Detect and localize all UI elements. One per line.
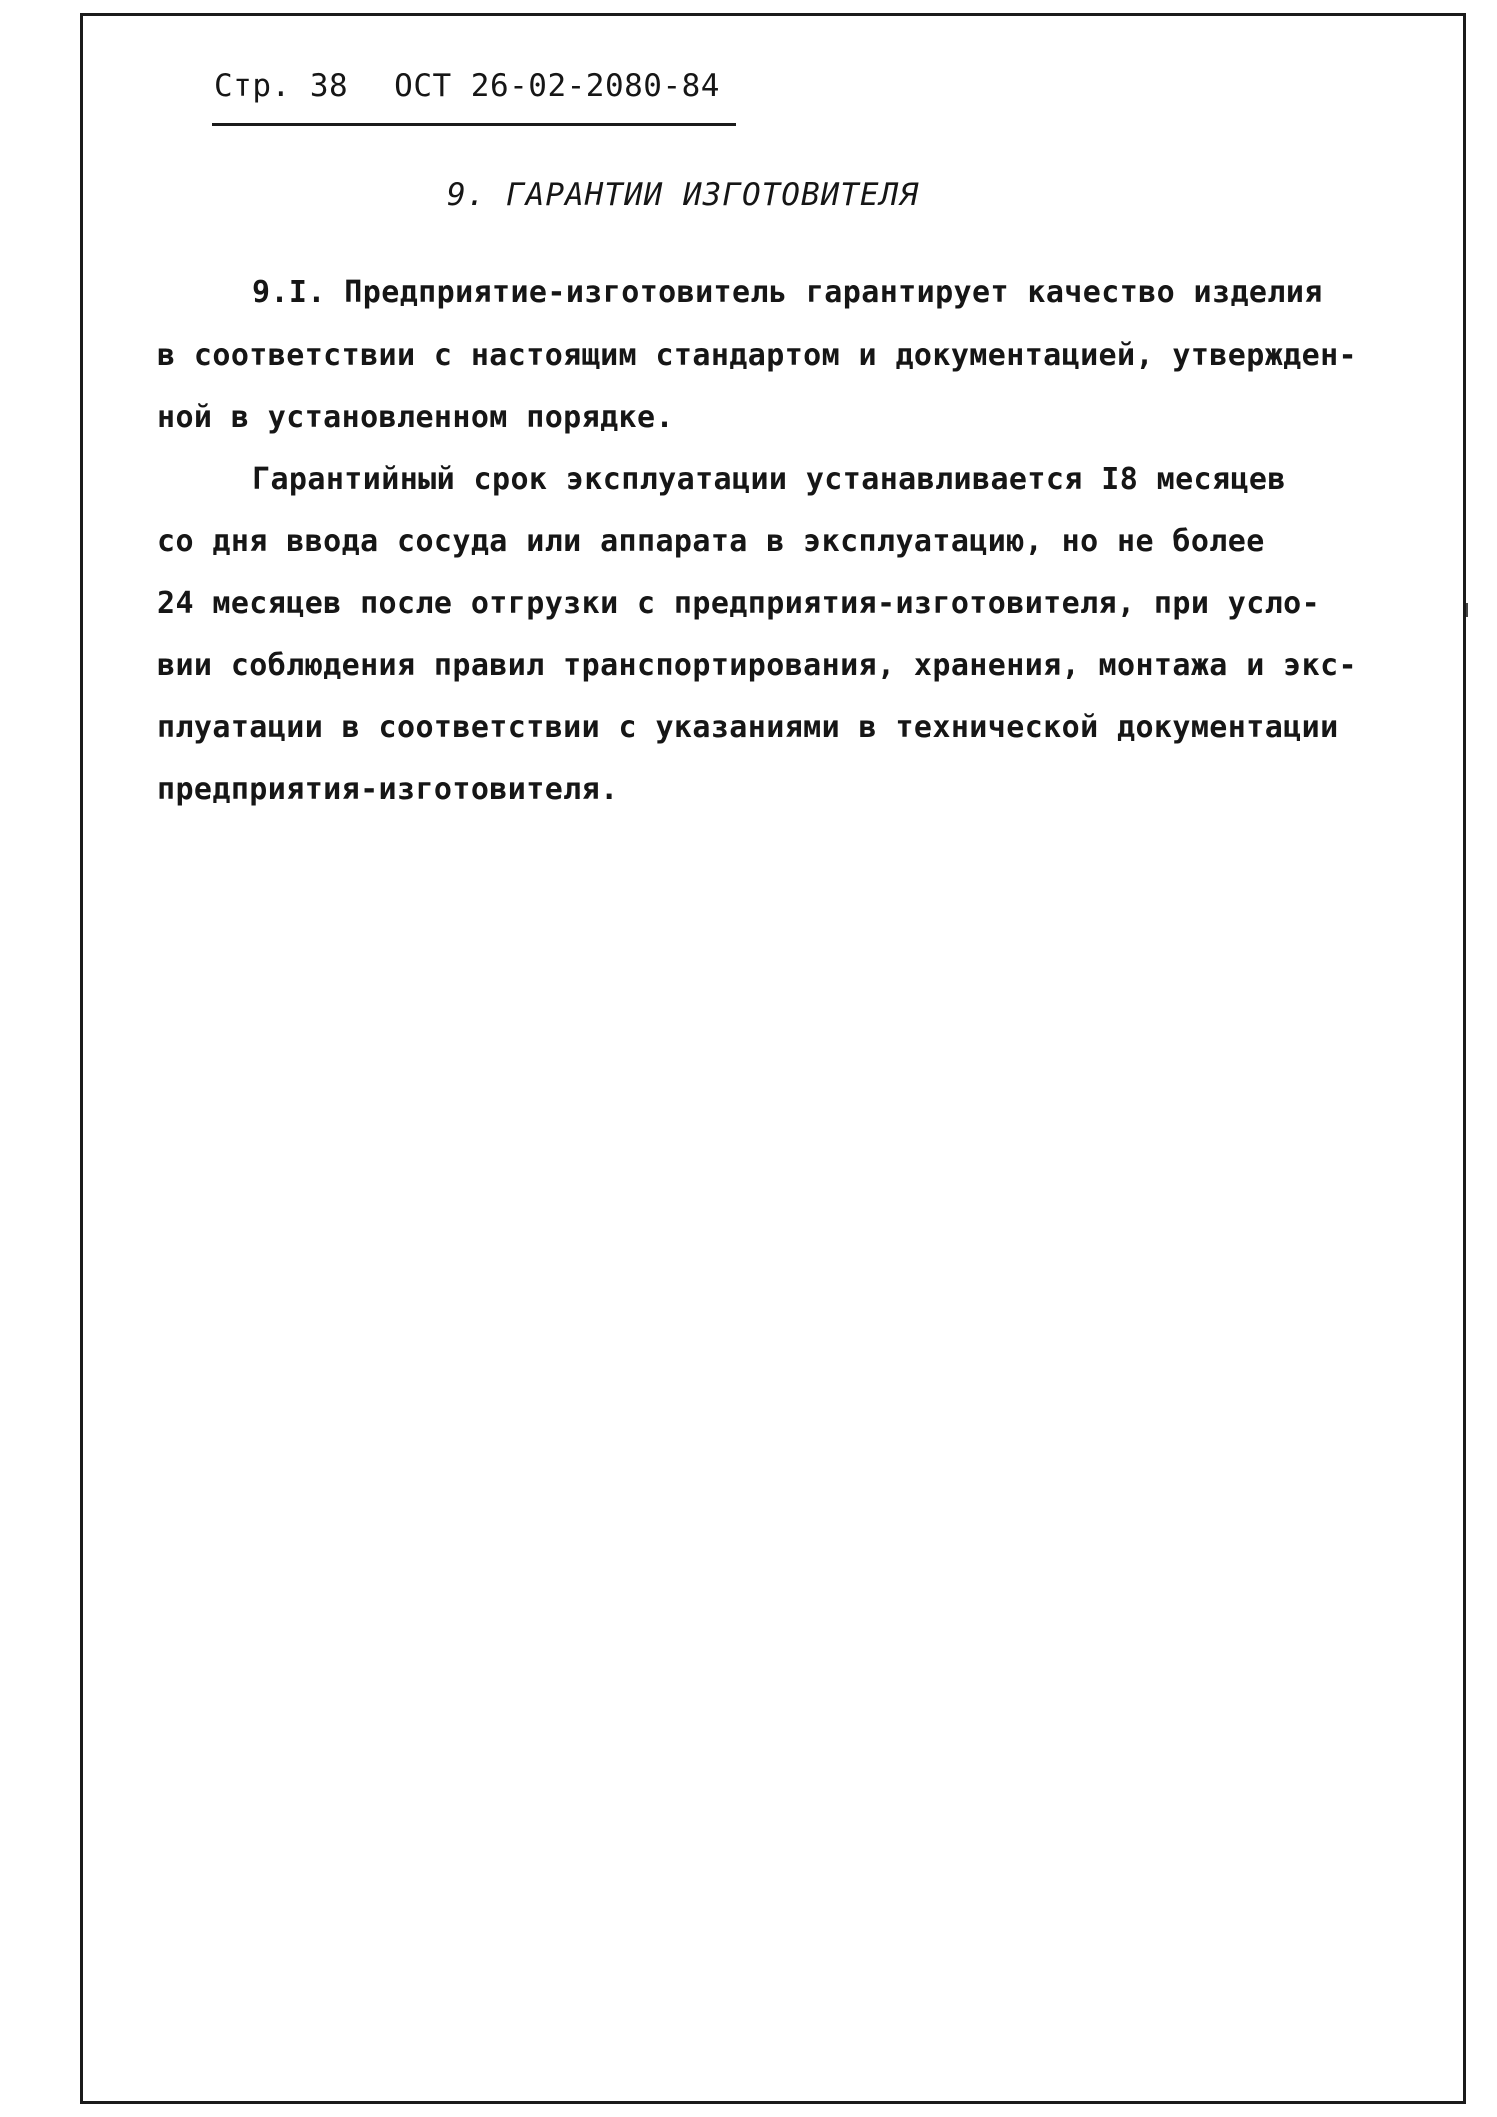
paragraph-1-line-1: 9.I. Предприятие-изготовитель гарантирует качество изделия [252, 275, 1323, 310]
standard-code: ОСТ 26-02-2080-84 [394, 68, 720, 104]
paragraph-1-line-3: ной в установленном порядке. [157, 400, 674, 435]
page-number: Стр. 38 [214, 68, 349, 104]
paragraph-1-line-2: в соответствии с настоящим стандартом и документацией, утвержден- [157, 338, 1357, 373]
paragraph-2-line-4: вии соблюдения правил транспортирования, хранения, монтажа и экс- [157, 648, 1357, 683]
paragraph-2-line-6: предприятия-изготовителя. [157, 772, 619, 807]
section-title: 9. ГАРАНТИИ ИЗГОТОВИТЕЛЯ [447, 177, 919, 213]
page-header [214, 68, 720, 104]
header-underline [212, 123, 736, 126]
paragraph-2-line-2: со дня ввода сосуда или аппарата в эксплуатацию, но не более [157, 524, 1265, 559]
scan-speck [1466, 603, 1468, 617]
paragraph-2-line-3: 24 месяцев после отгрузки с предприятия-изготовителя, при усло- [157, 586, 1321, 621]
paragraph-2-line-1: Гарантийный срок эксплуатации устанавливается I8 месяцев [252, 462, 1286, 497]
page-frame [80, 13, 1466, 2104]
paragraph-2-line-5: плуатации в соответствии с указаниями в технической документации [157, 710, 1339, 745]
